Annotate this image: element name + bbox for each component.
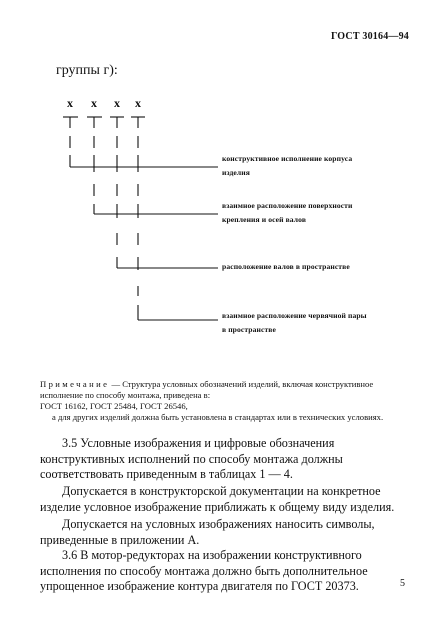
- paragraph-3-5: 3.5 Условные изображения и цифровые обозначения конструктивных исполнений по способу монтажа должны соответствовать приведенным в таблицах 1 — 4.: [40, 436, 343, 482]
- label-mounting-surface: взаимное расположение поверхности крепления и осей валов: [222, 201, 353, 224]
- symbol-1: х: [67, 96, 73, 110]
- note-block: [40, 379, 395, 423]
- symbol-4: х: [135, 96, 141, 110]
- paragraph-3-6: 3.6 В мотор-редукторах на изображении конструктивного исполнения по способу монтажа должно быть дополнительное упрощенное изображение контура двигателя по ГОСТ 20373.: [40, 548, 368, 594]
- page-number: 5: [400, 578, 405, 589]
- label-shaft-position: расположение валов в пространстве: [222, 262, 350, 271]
- note-text-1: — Структура условных обозначений изделий, включая конструктивное исполнение по способу монтажа, приведена в:: [40, 379, 374, 400]
- symbol-2: х: [91, 96, 97, 110]
- paragraph-allowance-1: Допускается в конструкторской документации на конкретное изделие условное изображение приближать к общему виду изделия.: [40, 484, 395, 514]
- note-lead: Примечание: [40, 379, 110, 389]
- label-worm-pair: взаимное расположение червячной пары в пространстве: [222, 311, 367, 334]
- page-header-code: ГОСТ 30164—94: [330, 31, 409, 42]
- note-text-2: ГОСТ 16162, ГОСТ 25484, ГОСТ 26546,: [40, 401, 188, 411]
- symbol-3: х: [114, 96, 120, 110]
- note-text-3: а для других изделий должна быть установлена в стандартах или в технических условиях.: [52, 412, 384, 422]
- label-housing-design: конструктивное исполнение корпуса изделия: [222, 154, 353, 177]
- scheme-intro: группы г):: [56, 63, 118, 78]
- paragraph-allowance-2: Допускается на условных изображениях наносить символы, приведенные в приложении А.: [40, 517, 375, 547]
